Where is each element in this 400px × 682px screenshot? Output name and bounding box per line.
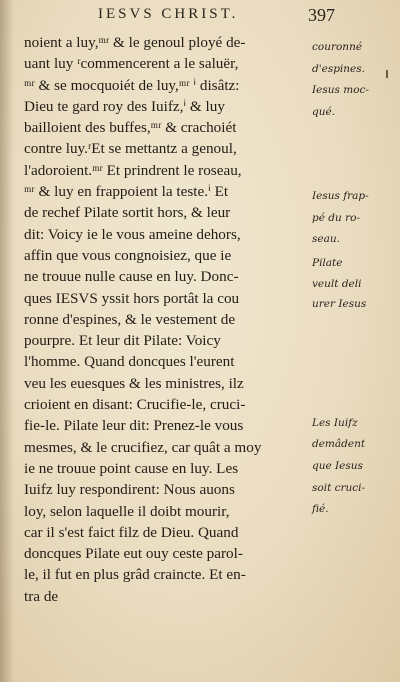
margin-note: soit cruci- (312, 482, 366, 494)
margin-note: urer Iesus (312, 298, 367, 310)
margin-note: seau. (312, 233, 340, 245)
body-text (24, 32, 314, 607)
margin-note: qué. (312, 106, 336, 118)
margin-note: Pilate (312, 257, 343, 269)
text-line: uant luy ʳcommencerent a le saluër, (24, 55, 239, 73)
text-line: de rechef Pilate sortit hors, & leur (24, 204, 231, 222)
margin-note: demâdent (312, 438, 366, 450)
text-line: car il s'est faict filz de Dieu. Quand (24, 523, 239, 541)
text-line: dit: Voicy ie le vous ameine dehors, (24, 225, 241, 243)
text-line: Dieu te gard roy des Iuifz,ⁱ & luy (24, 97, 225, 115)
text-line: l'adoroient.ᵐʳ Et prindrent le roseau, (24, 161, 242, 179)
margin-mark (386, 70, 388, 78)
text-line: ie ne trouue point cause en luy. Les (24, 459, 239, 477)
text-line: mesmes, & le crucifiez, car quât a moy (24, 438, 262, 456)
margin-note: d'espines. (312, 63, 365, 75)
text-line: ᵐʳ & se mocquoiét de luy,ᵐʳ ⁱ disâtz: (24, 76, 240, 94)
margin-note: que Iesus (312, 460, 363, 472)
text-line: contre luy.ʳEt se mettantz a genoul, (24, 140, 237, 158)
margin-note: Iesus frap- (312, 190, 369, 202)
page-number: 397 (308, 5, 335, 25)
text-line: loy, selon laquelle il doibt mourir, (24, 502, 230, 520)
text-line: Iuifz luy respondirent: Nous auons (24, 481, 235, 499)
text-line: ne trouue nulle cause en luy. Donc- (24, 268, 239, 286)
text-line: l'homme. Quand doncques l'eurent (24, 353, 235, 371)
running-head: IESVS CHRIST. (98, 6, 239, 22)
text-line: noient a luy,ᵐʳ & le genoul ployé de- (24, 34, 246, 51)
text-line: fie-le. Pilate leur dit: Prenez-le vous (24, 417, 244, 435)
margin-note: Les Iuifz (312, 417, 358, 429)
gutter-shadow (0, 0, 14, 682)
text-line: ques IESVS yssit hors portât la cou (24, 289, 240, 307)
page-header (0, 4, 400, 28)
text-line: veu les euesques & les ministres, ilz (24, 374, 244, 392)
margin-note: couronné (312, 41, 363, 53)
text-line: bailloient des buffes,ᵐʳ & crachoiét (24, 119, 237, 137)
text-line: ronne d'espines, & le vestement de (24, 310, 236, 328)
text-line: le, il fut en plus grâd craincte. Et en- (24, 566, 246, 584)
text-line: tra de (24, 587, 59, 605)
margin-note: pé du ro- (312, 212, 360, 224)
text-line: pourpre. Et leur dit Pilate: Voicy (24, 332, 221, 350)
text-line: doncques Pilate eut ouy ceste parol- (24, 545, 243, 563)
text-line: crioient en disant: Crucifie-le, cruci- (24, 396, 246, 414)
margin-note: veult deli (312, 278, 362, 290)
text-line: affin que vous congnoisiez, que ie (24, 246, 232, 264)
margin-note: Iesus moc- (312, 84, 369, 96)
margin-note: fié. (312, 503, 329, 515)
text-line: ᵐʳ & luy en frappoient la teste.ⁱ Et (24, 183, 229, 201)
